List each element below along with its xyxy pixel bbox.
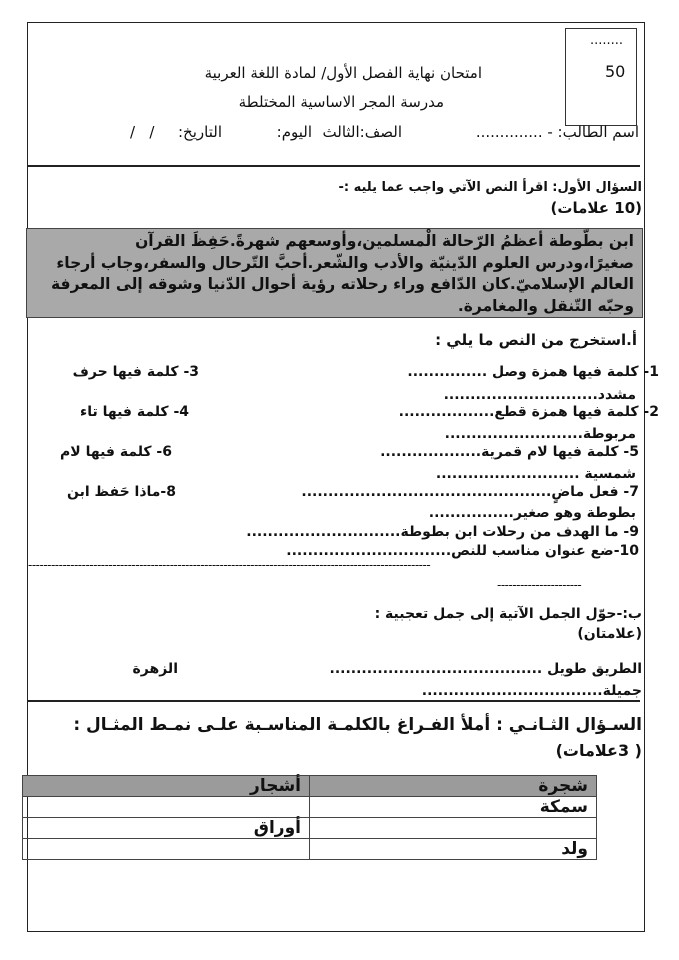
part-a-title: أ.استخرج من النص ما يلي : <box>435 331 637 349</box>
table-cell: شجرة <box>310 776 597 797</box>
plural-table <box>22 775 597 860</box>
part-b-marks: (علامتان) <box>577 626 642 642</box>
table-cell <box>310 818 597 839</box>
table-cell: سمكة <box>310 797 597 818</box>
item-7: 7- فعل ماضٍ............................................... <box>301 484 639 500</box>
item-1: 1- كلمة فيها همزة وصل ............... <box>407 364 659 380</box>
table-cell <box>23 797 310 818</box>
passage-line: وحبّه التّنقل والمغامرة. <box>457 296 634 315</box>
grade-label: الصف:الثالث <box>322 123 402 141</box>
question2-marks: ( 3علامات) <box>555 741 642 760</box>
item-3: 3- كلمة فيها حرف <box>72 364 199 380</box>
score-dots: ........ <box>590 33 624 48</box>
item-7-continued: بطوطة وهو صغير................ <box>428 505 636 521</box>
item-9: 9- ما الهدف من رحلات ابن بطوطة............................. <box>246 524 639 540</box>
header-divider <box>28 165 640 167</box>
school-name: مدرسة المجر الاساسية المختلطة <box>238 93 444 111</box>
table-cell: أوراق <box>23 818 310 839</box>
item-8: 8-ماذا حَفظ ابن <box>66 484 176 500</box>
item-2: 2- كلمة فيها همزة قطع.................. <box>398 404 659 420</box>
day-label: اليوم: <box>276 123 312 141</box>
table-row <box>23 839 597 860</box>
table-row <box>23 776 597 797</box>
score-total: 50 <box>605 62 626 81</box>
table-cell: ولد <box>310 839 597 860</box>
question1-marks: (10 علامات) <box>550 199 642 217</box>
item-2-continued: مربوطة.......................... <box>444 426 636 442</box>
question2-title: السـؤال الثـانـي : أملأ الفـراغ بالكلمـة المناسـبة علـى نمـط المثـال : <box>73 715 642 735</box>
date-label: التاريخ: <box>178 123 222 141</box>
item-1-continued: مشدد............................. <box>443 387 636 403</box>
passage-line: صغيرًا،ودرس العلوم الدّينيّة والأدب والشّعر.أحبَّ التّرحال والسفر،وجاب أرجاء <box>56 253 634 272</box>
section-divider <box>28 700 640 702</box>
date-slashes: / / <box>130 123 155 141</box>
table-cell <box>23 839 310 860</box>
dashed-separator-continued: ---------------------- <box>497 578 582 592</box>
reading-passage <box>26 228 643 318</box>
item-10: 10-ضع عنوان مناسب للنص............................... <box>286 543 639 559</box>
table-row <box>23 797 597 818</box>
exam-title: امتحان نهاية الفصل الأول/ لمادة اللغة العربية <box>204 64 482 82</box>
item-6: 6- كلمة فيها لام <box>60 444 172 460</box>
part-b-title: ب:-حوّل الجمل الآتية إلى جمل تعجبية : <box>374 606 642 622</box>
question1-title: السؤال الأول: اقرأ النص الآتي واجب عما يليه :- <box>338 180 642 195</box>
item-5: 5- كلمة فيها لام قمرية................... <box>380 444 639 460</box>
sentence-2-start: الزهرة <box>132 661 178 677</box>
student-name-label: اسم الطالب: - .............. <box>475 123 639 141</box>
table-row <box>23 818 597 839</box>
table-cell: أشجار <box>23 776 310 797</box>
passage-line: العالم الإسلاميّ.كان الدّافع وراء رحلاته رؤية أحوال الدّنيا وشوقه إلى المعرفة <box>51 275 634 293</box>
dashed-separator: --------------------------------------------------------------------------------------------------------- <box>28 558 431 572</box>
item-4: 4- كلمة فيها تاء <box>80 404 189 420</box>
sentence-2-continued: جميلة.................................. <box>421 683 642 699</box>
item-5-continued: شمسية ........................... <box>435 466 636 482</box>
sentence-1: الطريق طويل ........................................ <box>329 661 642 677</box>
passage-line: ابن بطّوطة أعظمُ الرّحالة الْمسلمين،وأوسعهم شهرةً.حَفِظَ القرآن <box>135 232 634 250</box>
